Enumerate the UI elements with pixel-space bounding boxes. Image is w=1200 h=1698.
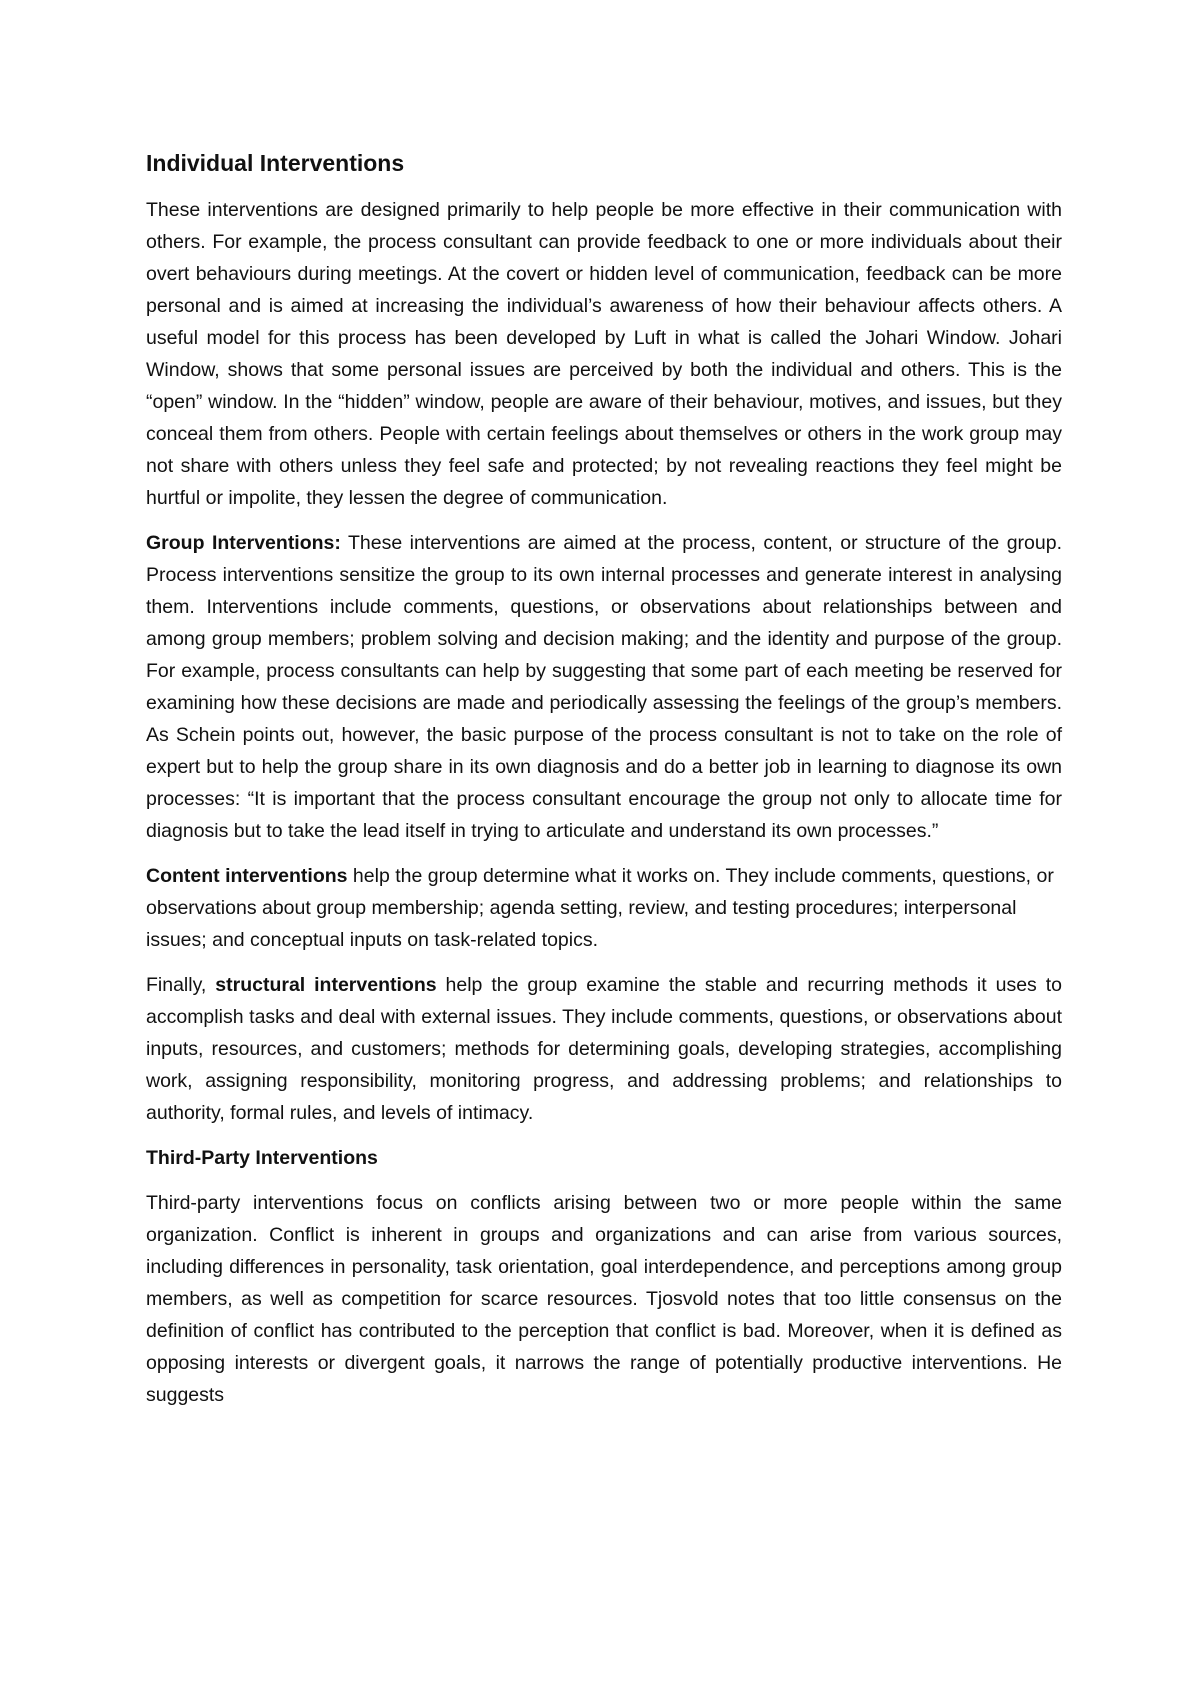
paragraph-group-interventions	[146, 527, 1062, 847]
text-structural-prefix: Finally,	[146, 974, 216, 996]
paragraph-content-interventions	[146, 860, 1062, 956]
heading-individual-interventions: Individual Interventions	[146, 150, 405, 176]
paragraph-structural-interventions	[146, 969, 1062, 1129]
paragraph-third-party-interventions: Third-party interventions focus on conflicts arising between two or more people within the same organization. Conflict is inherent in groups and organizations and can arise from various sources, including differences in personality, task orientation, goal interdependence, and perceptions among group members, as well as competition for scarce resources. Tjosvold notes that too little consensus on the definition of conflict has contributed to the perception that conflict is bad. Moreover, when it is defined as opposing interests or divergent goals, it narrows the range of potentially productive interventions. He suggests	[146, 1192, 1062, 1406]
heading-third-party-interventions: Third-Party Interventions	[146, 1147, 378, 1169]
label-structural-interventions: structural interventions	[215, 974, 437, 996]
paragraph-individual-interventions: These interventions are designed primarily to help people be more effective in their communication with others. For example, the process consultant can provide feedback to one or more individuals about their overt behaviours during meetings. At the covert or hidden level of communication, feedback can be more personal and is aimed at increasing the individual’s awareness of how their behaviour affects others. A useful model for this process has been developed by Luft in what is called the Johari Window. Johari Window, shows that some personal issues are perceived by both the individual and others. This is the “open” window. In the “hidden” window, people are aware of their behaviour, motives, and issues, but they conceal them from others. People with certain feelings about themselves or others in the work group may not share with others unless they feel safe and protected; by not revealing reactions they feel might be hurtful or impolite, they lessen the degree of communication.	[146, 199, 1062, 509]
document-page	[146, 140, 1062, 1424]
label-group-interventions: Group Interventions:	[146, 532, 341, 554]
text-group-interventions: These interventions are aimed at the process, content, or structure of the group. Process interventions sensitize the group to its own internal processes and generate interest in analysing them. Interventions include comments, questions, or observations about relationships between and among group members; problem solving and decision making; and the identity and purpose of the group. For example, process consultants can help by suggesting that some part of each meeting be reserved for examining how these decisions are made and periodically assessing the feelings of the group’s members. As Schein points out, however, the basic purpose of the process consultant is not to take on the role of expert but to help the group share in its own diagnosis and do a better job in learning to diagnose its own processes: “It is important that the process consultant encourage the group not only to allocate time for diagnosis but to take the lead itself in trying to articulate and understand its own processes.”	[146, 532, 1062, 842]
label-content-interventions: Content interventions	[146, 865, 348, 887]
text-structural-interventions: help the group examine the stable and recurring methods it uses to accomplish tasks and deal with external issues. They include comments, questions, or observations about inputs, resources, and customers; methods for determining goals, developing strategies, accomplishing work, assigning responsibility, monitoring progress, and addressing problems; and relationships to authority, formal rules, and levels of intimacy.	[146, 974, 1063, 1124]
text-content-interventions: help the group determine what it works on. They include comments, questions, or observations about group membership; agenda setting, review, and testing procedures; interpersonal issues; and conceptual inputs on task-related topics.	[146, 865, 1054, 951]
